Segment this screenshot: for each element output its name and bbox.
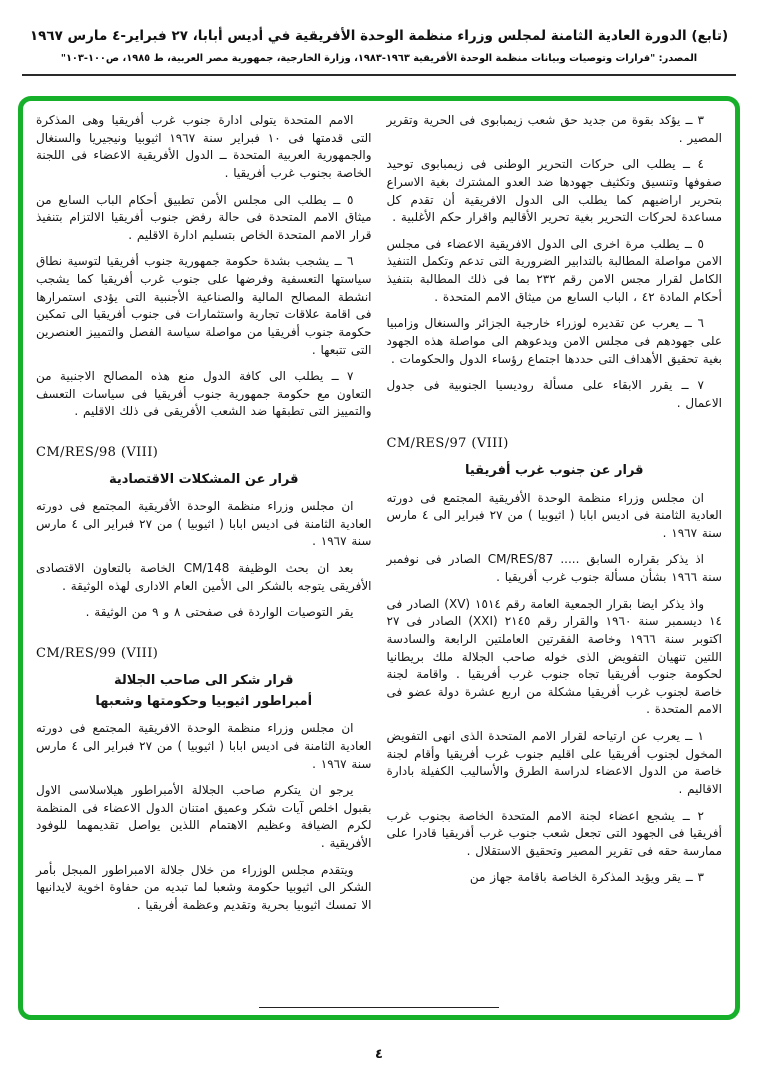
paragraph: الامم المتحدة يتولى ادارة جنوب غرب أفريقيا وهى المذكرة التى قدمتها فى ١٠ فبراير سنة ١٩٦٧ اثيوبيا ونيجيريا والسنغال والجمهورية العربية المتحدة ــ الدول الأفريقية الاعضاء فى اللجنة الخاصة بجنوب غرب أفريقيا . [36, 113, 372, 180]
paragraph: واذ يذكر ايضا بقرار الجمعية العامة رقم ١٥١٤ (XV) الصادر فى ١٤ ديسمبر سنة ١٩٦٠ والقرار رقم ٢١٤٥ (XXI) الصادر فى ٢٧ اكتوبر سنة ١٩٦٦ وخاصة الفقرتين العاملتين الرابعة والسادسة اللتين تنهيان التفويض الذى خوله صاحب الجلالة ملك بريطانيا لحكومة جنوب أفريقيا تجاه جنوب غرب أفريقيا . واقامة لجنة خاصة لجنوب غرب أفريقيا مشكلة من اربع عشرة دولة عضو فى الامم المتحدة . [386, 596, 722, 717]
paragraph: يرجو ان يتكرم صاحب الجلالة الأمبراطور هيلاسلاسى الاول بقبول اخلص آيات شكر وعميق امتنان الدول الاعضاء فى المنظمة لكرم الضيافة وعظيم الاهتمام اللذين يواصل تقديمهما للوفود الأفريقية . [36, 783, 372, 851]
session-title: (تابع) الدورة العادية الثامنة لمجلس وزراء منظمة الوحدة الأفريقية في أديس أبابا، ٢٧ فبراير-٤ مارس ١٩٦٧ [29, 28, 729, 44]
paragraph: ٦ ــ يعرب عن تقديره لوزراء خارجية الجزائر والسنغال وزامبيا على جهودهم فى مجلس الامن ويدعوهم الى مواصلة هذه الجهود بغية تحقيق الأهداف التى حددها اجتماع رؤساء الدول والحكومات . [386, 316, 722, 366]
paragraph: ان مجلس وزراء منظمة الوحدة الافريقية المجتمع فى دورته العادية الثامنة فى اديس ابابا ( اثيوبيا ) من ٢٧ فبراير الى ٤ مارس سنة ١٩٦٧ . [36, 721, 372, 771]
paragraph: ٧ ــ يطلب الى كافة الدول منع هذه المصالح الاجنبية من التعاون مع حكومة جمهورية جنوب أفريقيا فى سياسات التعسف والتمييز التى تطبقها ضد الشعب الأفريقى فى ذلك الاقليم . [36, 369, 372, 419]
paragraph: يقر التوصيات الواردة فى صفحتى ٨ و ٩ من الوثيقة . [85, 605, 354, 620]
column-right [387, 112, 723, 1009]
page-number: ٤ [375, 1047, 383, 1062]
paragraph: ٦ ــ يشجب بشدة حكومة جمهورية جنوب أفريقيا لتوسية نطاق سياستها التعسفية وفرضها على جنوب غرب أفريقيا كما يشجب انشطة المصالح المالية والصناعية الأجنبية التى يؤدى استمرارها فى اقامة علاقات تجارية واستثمارات فى جنوب أفريقيا الى تمكين حكومة جنوب أفريقيا من مواصلة سياسة الفصل والتمييز العنصرين التى تتبعها . [36, 254, 372, 357]
resolution-title: قرار عن جنوب غرب أفريقيا [464, 463, 644, 479]
resolution-title-line1: قرار شكر الى صاحب الجلالة [114, 673, 294, 689]
header-divider [22, 74, 736, 76]
paragraph: ان مجلس وزراء منظمة الوحدة الأفريقية المجتمع فى دورته العادية الثامنة فى اديس ابابا ( اثيوبيا ) من ٢٧ فبراير الى ٤ مارس سنة ١٩٦٧ . [386, 490, 722, 540]
document-frame [18, 96, 740, 1020]
resolution-code: CM/RES/99 (VIII) [36, 645, 159, 661]
footnote-divider [259, 1007, 499, 1008]
resolution-title-line2: أمبراطور اثيوبيا وحكومتها وشعبها [95, 694, 313, 710]
paragraph: ٣ ــ يؤكد بقوة من جديد حق شعب زيمبابوى فى الحرية وتقرير المصير . [386, 113, 722, 145]
paragraph: ١ ــ يعرب عن ارتياحه لقرار الامم المتحدة الذى انهى التفويض المخول لجنوب أفريقيا على اقليم جنوب غرب أفريقيا وأقام لجنة خاصة من الدول الاعضاء لدراسة الطرق والأساليب الكفيلة بادارة الاقاليم . [386, 729, 722, 796]
resolution-code: CM/RES/97 (VIII) [386, 436, 509, 452]
paragraph: ٥ ــ يطلب الى مجلس الأمن تطبيق أحكام الباب السابع من ميثاق الامم المتحدة فى حالة رفض جنوب أفريقيا الالتزام بتنفيذ قرار الامم المتحدة الخاص بتسليم ادارة الاقليم . [36, 192, 372, 242]
two-column-layout [36, 112, 722, 1009]
paragraph: اذ يذكر بقراره السابق ..... CM/RES/87 الصادر فى نوفمبر سنة ١٩٦٦ بشأن مسألة جنوب غرب أفريقيا . [386, 552, 722, 585]
paragraph: ٢ ــ يشجع اعضاء لجنة الامم المتحدة الخاصة بجنوب غرب أفريقيا فى الجهود التى تجعل شعب جنوب غرب أفريقيا قادرا على ممارسة حقه فى تقرير المصير وتحقيق الاستقلال . [386, 808, 722, 858]
paragraph: ويتقدم مجلس الوزراء من خلال جلالة الامبراطور المبجل بأمر الشكر الى اثيوبيا حكومة وشعبا لما تبديه من حفاوة اخوية لايدانيها الا تمسك اثيوبيا بحرية وتقديم وعظمة أفريقيا . [36, 862, 372, 912]
resolution-title: قرار عن المشكلات الاقتصادية [108, 472, 299, 488]
resolution-code: CM/RES/98 (VIII) [36, 445, 159, 460]
paragraph: ٤ ــ يطلب الى حركات التحرير الوطنى فى زيمبابوى توحيد صفوفها وتنسيق وتكثيف جهودها ضد العدو المشترك بغية الاسراع بتحرير اراضيهم كما يطلب الى الدول الافريقية أن تقدم كل مساعدة لحركات التحرير بغية تحرير الأقاليم واقرار حكم الأغلبية . [386, 157, 722, 225]
paragraph: ٣ ــ يقر ويؤيد المذكرة الخاصة باقامة جهاز من [469, 870, 704, 885]
paragraph: ٧ ــ يقرر الابقاء على مسألة روديسيا الجنوبية فى جدول الاعمال . [386, 378, 722, 410]
column-left [36, 112, 372, 1009]
page-header [0, 0, 758, 76]
paragraph: بعد ان بحث الوظيفة CM/148 الخاصة بالتعاون الاقتصادى الأفريقى يتوجه بالشكر الى الأمين العام الادارى لهذه الوثيقة . [36, 561, 372, 593]
paragraph: ٥ ــ يطلب مرة اخرى الى الدول الافريقية الاعضاء فى مجلس الامن مواصلة المطالبة بالتدابير الضرورية التى تدعم وتكمل التنفيذ الكامل لقرار مجس الامن رقم ٢٣٢ بما فى ذلك المطالبة بتنفيذ أحكام المادة ٤٢ ، الباب السابع من ميثاق الامم المتحدة . [386, 236, 722, 304]
paragraph: ان مجلس وزراء منظمة الوحدة الأفريقية المجتمع فى دورته العادية الثامنة فى اديس ابابا ( اثيوبيا ) من ٢٧ فبراير الى ٤ مارس سنة ١٩٦٧ . [36, 499, 372, 549]
source-citation: المصدر: "قرارات وتوصيات وبيانات منظمة الوحدة الأفريقية ١٩٦٣-١٩٨٣، وزارة الخارجية، جمهورية مصر العربية، ط ١٩٨٥، ص١٠٠-١٠٣" [60, 52, 698, 64]
